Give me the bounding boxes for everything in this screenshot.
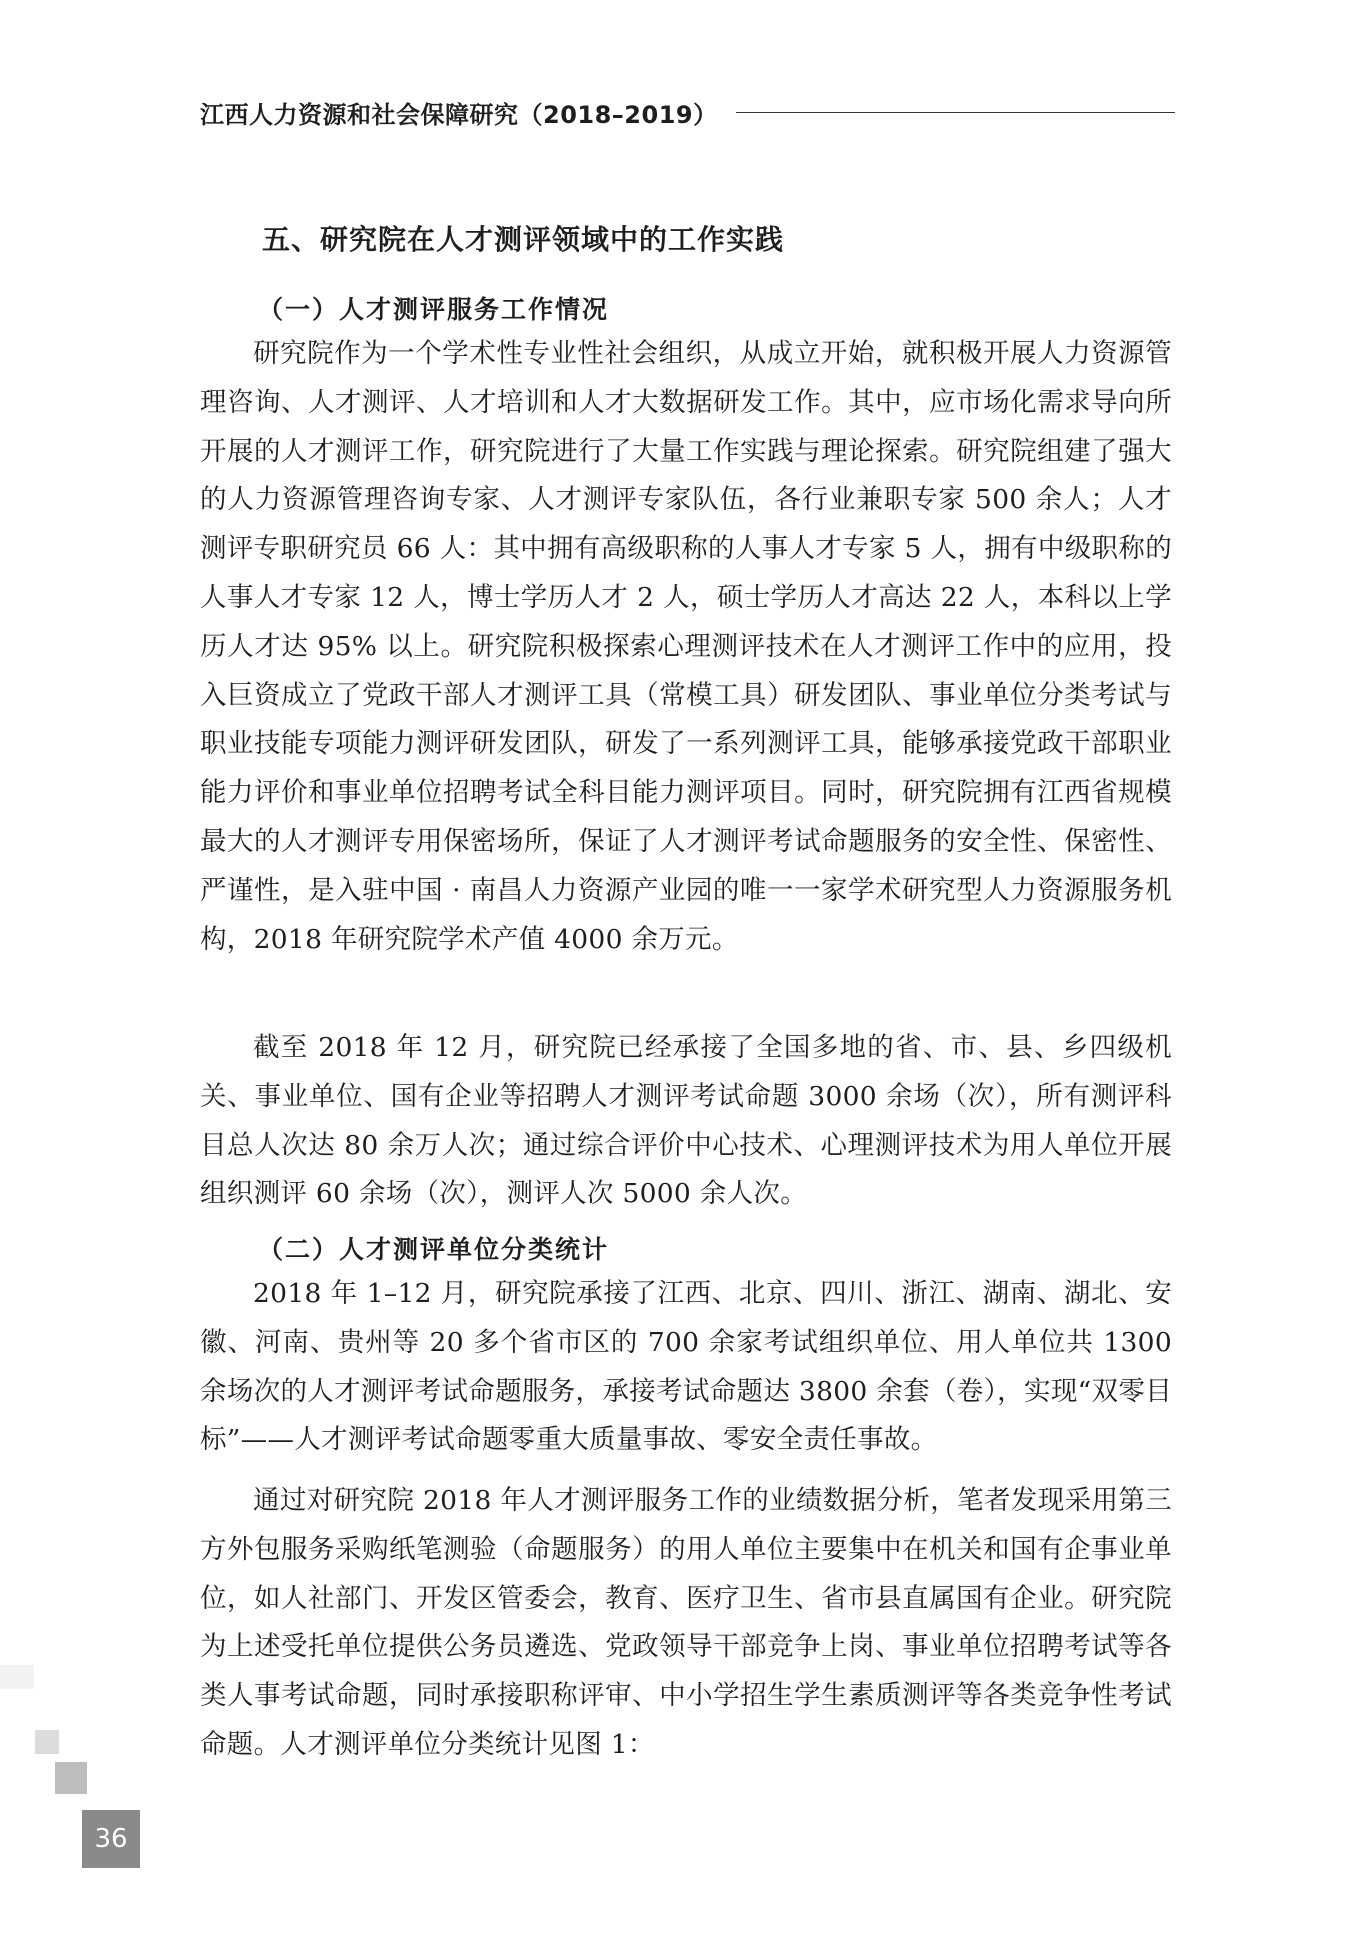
paragraph-3: 2018 年 1–12 月，研究院承接了江西、北京、四川、浙江、湖南、湖北、安徽、河南、贵州等 20 多个省市区的 700 余家考试组织单位、用人单位共 1300 余场次的人才测评考试命题服务，承接考试命题达 3800 余套（卷），实现“双零目标”——人才测评考试命题零重大质量事故、零安全责任事故。 (200, 1278, 1172, 1456)
subsection-title-2: （二）人才测评单位分类统计 (258, 1235, 610, 1264)
book-title: 江西人力资源和社会保障研究（2018–2019） (200, 101, 718, 129)
page-number: 36 (82, 1810, 140, 1868)
paragraph-4: 通过对研究院 2018 年人才测评服务工作的业绩数据分析，笔者发现采用第三方外包服务采购纸笔测验（命题服务）的用人单位主要集中在机关和国有企事业单位，如人社部门、开发区管委会，教育、医疗卫生、省市县直属国有企业。研究院为上述受托单位提供公务员遴选、党政领导干部竞争上岗、事业单位招聘考试等各类人事考试命题，同时承接职称评审、中小学招生学生素质测评等各类竞争性考试命题。人才测评单位分类统计见图 1： (200, 1485, 1172, 1760)
section-heading: 五、研究院在人才测评领域中的工作实践 (262, 223, 785, 256)
decorative-square-medium (35, 1730, 59, 1754)
subsection-title-1: （一）人才测评服务工作情况 (258, 295, 610, 324)
decorative-square-light (0, 1665, 34, 1689)
paragraph-2: 截至 2018 年 12 月，研究院已经承接了全国多地的省、市、县、乡四级机关、事业单位、国有企业等招聘人才测评考试命题 3000 余场（次），所有测评科目总人次达 80 余万人次；通过综合评价中心技术、心理测评技术为用人单位开展组织测评 60 余场（次），测评人次 5000 余人次。 (200, 1032, 1172, 1210)
header-rule (736, 112, 1175, 113)
paragraph-1: 研究院作为一个学术性专业性社会组织，从成立开始，就积极开展人力资源管理咨询、人才测评、人才培训和人才大数据研发工作。其中，应市场化需求导向所开展的人才测评工作，研究院进行了大量工作实践与理论探索。研究院组建了强大的人力资源管理咨询专家、人才测评专家队伍，各行业兼职专家 500 余人；人才测评专职研究员 66 人：其中拥有高级职称的人事人才专家 5 人，拥有中级职称的人事人才专家 12 人，博士学历人才 2 人，硕士学历人才高达 22 人，本科以上学历人才达 95% 以上。研究院积极探索心理测评技术在人才测评工作中的应用，投入巨资成立了党政干部人才测评工具（常模工具）研发团队、事业单位分类考试与职业技能专项能力测评研发团队，研发了一系列测评工具，能够承接党政干部职业能力评价和事业单位招聘考试全科目能力测评项目。同时，研究院拥有江西省规模最大的人才测评专用保密场所，保证了人才测评考试命题服务的安全性、保密性、严谨性，是入驻中国 · 南昌人力资源产业园的唯一一家学术研究型人力资源服务机构，2018 年研究院学术产值 4000 余万元。 (200, 338, 1172, 955)
running-header (200, 95, 1175, 130)
decorative-square-dark (55, 1762, 87, 1794)
